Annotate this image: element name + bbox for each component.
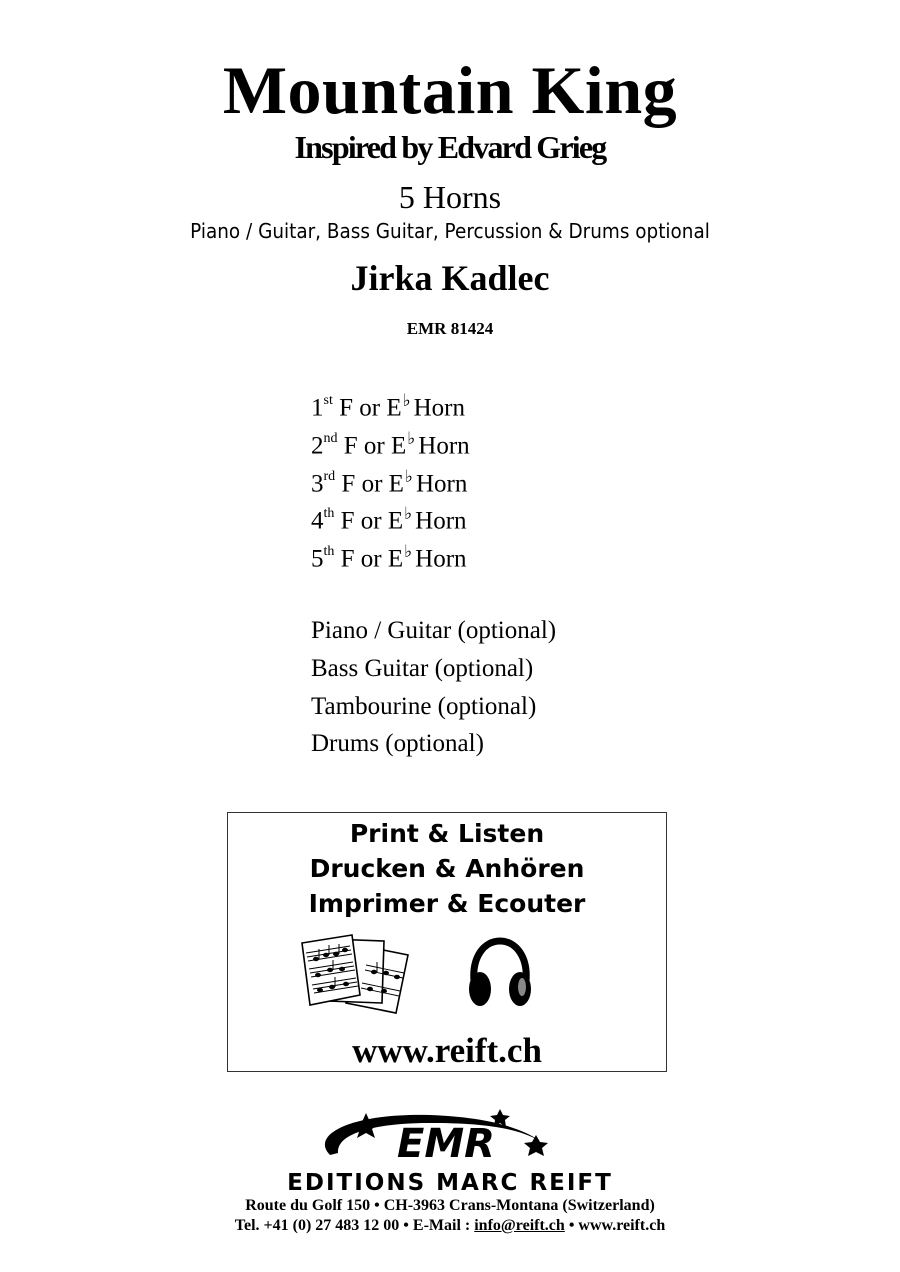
flat-sign: ♭ — [404, 466, 413, 487]
part-item: 2nd F or E♭ Horn — [311, 428, 470, 460]
promo-line-de: Drucken & Anhören — [309, 854, 585, 883]
flat-sign: ♭ — [402, 391, 411, 411]
publisher-name: EDITIONS MARC REIFT — [287, 1170, 613, 1196]
flat-sign: ♭ — [404, 542, 413, 563]
ensemble-label: 5 Horns — [398, 179, 502, 215]
publisher-contact: Tel. +41 (0) 27 483 12 00 • E-Mail : info@reift.ch • www.reift.ch — [234, 1217, 666, 1234]
emr-logo — [310, 1105, 590, 1167]
promo-website[interactable]: www.reift.ch — [352, 1031, 542, 1070]
optional-part-item: Tambourine (optional) — [311, 692, 537, 720]
flat-sign: ♭ — [407, 428, 416, 449]
optional-part-item: Piano / Guitar (optional) — [311, 617, 557, 644]
logo-text: EMR — [397, 1121, 495, 1167]
optional-instruments-line: Piano / Guitar, Bass Guitar, Percussion & Drums optional — [190, 219, 710, 243]
optional-part-item: Drums (optional) — [311, 730, 484, 758]
part-item: 4th F or E♭ Horn — [311, 504, 467, 535]
part-item: 5th F or E♭ Horn — [311, 542, 467, 573]
publisher-address: Route du Golf 150 • CH-3963 Crans-Montana (Switzerland) — [245, 1197, 655, 1214]
catalog-number: EMR 81424 — [406, 319, 494, 338]
part-item: 3rd F or E♭ Horn — [311, 466, 468, 497]
promo-line-en: Print & Listen — [349, 819, 545, 848]
promo-line-fr: Imprimer & Ecouter — [308, 889, 586, 918]
optional-part-item: Bass Guitar (optional) — [311, 654, 534, 682]
flat-sign: ♭ — [404, 504, 413, 525]
web-link[interactable]: • www.reift.ch — [564, 1217, 666, 1234]
sheet-music-icon — [300, 933, 412, 1015]
horn-parts-list — [311, 384, 470, 573]
headphones-icon — [464, 937, 536, 1011]
composer-name: Jirka Kadlec — [350, 258, 550, 298]
email-link[interactable]: info@reift.ch — [474, 1217, 565, 1234]
print-listen-box — [227, 812, 667, 1072]
optional-parts-list — [311, 612, 556, 763]
score-subtitle: Inspired by Edvard Grieg — [294, 129, 606, 165]
score-title: Mountain King — [222, 52, 678, 128]
part-item: 1st F or E♭ Horn — [311, 391, 466, 422]
